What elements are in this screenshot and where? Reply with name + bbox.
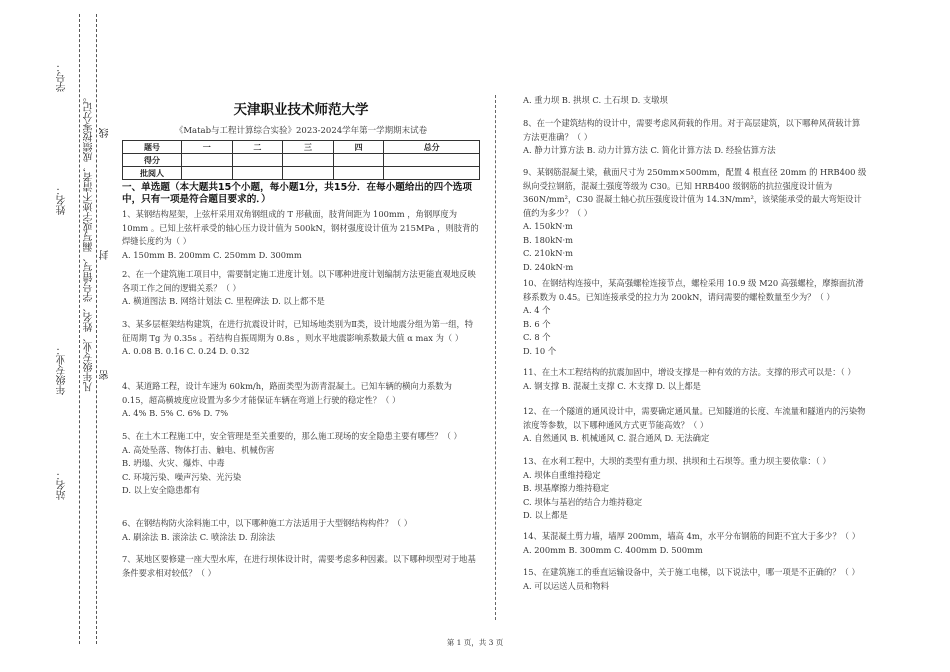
question-2: [122, 268, 480, 309]
question-14: [523, 530, 868, 557]
question-option: A. 静力计算方法 B. 动力计算方法 C. 简化计算方法 D. 经验估算方法: [523, 145, 776, 155]
score-table: [122, 140, 480, 180]
question-9: [523, 166, 868, 274]
question-option: D. 以上安全隐患都有: [122, 485, 201, 495]
question-option: A. 4% B. 5% C. 6% D. 7%: [122, 408, 229, 418]
question-option: A. 200mm B. 300mm C. 400mm D. 500mm: [523, 544, 703, 555]
name-label: 姓名：: [57, 185, 68, 215]
seal-line-dashed: [79, 14, 80, 644]
section-title: 一、单选题（本大题共15个小题，每小题1分，共15分．在每小题给出的四个选项中，只有一项是符合题目要求的．）: [122, 182, 472, 205]
score-cell: [232, 167, 283, 180]
question-option: D. 240kN·m: [523, 261, 574, 272]
class-label: 年级专业：: [57, 345, 68, 395]
score-col-header: 四: [333, 141, 384, 154]
question-option: A. 自然通风 B. 机械通风 C. 混合通风 D. 无法确定: [523, 433, 710, 443]
question-option: A. 刷涂法 B. 滚涂法 C. 喷涂法 D. 刮涂法: [122, 531, 276, 542]
question-8: [523, 117, 868, 158]
question-stem: 14、某混凝土剪力墙，墙厚 200mm，墙高 4m，水平分布钢筋的间距不宜大于多少？（ ）: [523, 531, 860, 541]
exam-subtitle: 《Matab与工程计算综合实验》2023-2024学年第一学期期末试卷: [174, 126, 428, 136]
score-col-header: 一: [182, 141, 233, 154]
question-11: [523, 366, 868, 393]
question-10: [523, 277, 868, 358]
question-option: B. 6 个: [523, 318, 551, 329]
question-13: [523, 455, 868, 523]
question-option: A. 0.08 B. 0.16 C. 0.24 D. 0.32: [122, 346, 250, 356]
question-option: D. 10 个: [523, 345, 557, 356]
question-15: [523, 566, 868, 593]
column-divider: [495, 95, 496, 620]
question-stem: 9、某钢筋混凝土梁，截面尺寸为 250mm×500mm，配置 4 根直径 20mm 的 HRB400 级纵向受拉钢筋，混凝土强度等级为 C30。已知 HRB400 级钢筋的抗拉强度设计值为 360N/mm²，C30 混凝土轴心抗压强度设计值为 14.3N/mm²，该梁能承受的最大弯矩设计值约为多少？（ ）: [523, 167, 867, 218]
question-4: [122, 380, 480, 421]
score-cell: [182, 154, 233, 167]
cut-line-dashed: [96, 14, 97, 644]
question-7: [122, 553, 480, 580]
seal-char-feng: 封: [100, 250, 111, 260]
score-cell: [283, 154, 334, 167]
score-col-header: 三: [283, 141, 334, 154]
score-row-header: 批阅人: [123, 167, 182, 180]
question-stem: 8、在一个建筑结构的设计中，需要考虑风荷载的作用。对于高层建筑，以下哪种风荷载计算方法更准确？（ ）: [523, 118, 861, 142]
question-1: [122, 208, 480, 262]
score-table-row: [123, 154, 480, 167]
question-stem: 10、在钢结构连接中，某高强螺栓连接节点，螺栓采用 10.9 级 M20 高强螺栓，摩擦面抗滑移系数为 0.45。已知连接承受的拉力为 200kN，请问需要的螺栓数量至少为？（ ）: [523, 278, 864, 302]
question-stem: 3、某多层框架结构建筑，在进行抗震设计时，已知场地类别为Ⅱ类，设计地震分组为第一组，特征周期 Tg 为 0.35s 。若结构自振周期为 0.8s ，则水平地震影响系数最大值 α max 为（ ）: [122, 319, 474, 343]
question-option: A. 可以运送人员和物料: [523, 580, 609, 591]
question-option: B. 180kN·m: [523, 234, 574, 245]
question-stem: 5、在土木工程施工中，安全管理是至关重要的，那么施工现场的安全隐患主要有哪些？（ ）: [122, 431, 462, 441]
question-stem: 13、在水利工程中，大坝的类型有重力坝、拱坝和土石坝等。重力坝主要依靠：（ ）: [523, 456, 831, 466]
question-option: B. 坍塌、火灾、爆炸、中毒: [122, 458, 225, 468]
score-cell: [182, 167, 233, 180]
question-option: A. 横道图法 B. 网络计划法 C. 里程碑法 D. 以上都不是: [122, 296, 325, 306]
question-option: A. 高处坠落、物体打击、触电、机械伤害: [122, 444, 275, 455]
question-option: C. 8 个: [523, 332, 551, 342]
student-id-label: 学号：: [57, 62, 68, 92]
question-stem: 6、在钢结构防火涂料施工中，以下哪种施工方法适用于大型钢结构构件？（ ）: [122, 518, 413, 528]
school-label: 站名：: [57, 470, 68, 500]
score-col-header: 总分: [384, 141, 480, 154]
question-option: A. 钢支撑 B. 混凝土支撑 C. 木支撑 D. 以上都是: [523, 380, 701, 391]
question-stem: 1、某钢结构屋架，上弦杆采用双角钢组成的 T 形截面，肢背间距为 100mm ，角钢厚度为 10mm 。已知上弦杆承受的轴心压力设计值为 500kN，钢材强度设计值为 215MPa ，则肢背的焊缝长度约为（ ）: [122, 209, 479, 246]
warning-text: 凡年级专业、姓名、学号错写、漏写或字迹不清者，成绩按零分记。: [84, 92, 95, 392]
exam-title: 天津职业技术师范大学: [233, 102, 369, 118]
question-stem: 4、某道路工程，设计车速为 60km/h，路面类型为沥青混凝土。已知车辆的横向力系数为 0.15，超高横坡度应设置为多少才能保证车辆在弯道上行驶的稳定性？（ ）: [122, 381, 452, 405]
question-12: [523, 405, 868, 446]
score-cell: [333, 154, 384, 167]
score-col-header: 二: [232, 141, 283, 154]
score-table-header-row: [123, 141, 480, 154]
question-stem: 2、在一个建筑施工项目中，需要制定施工进度计划。以下哪种进度计划编制方法更能直观地反映各项工作之间的逻辑关系？（ ）: [122, 269, 476, 293]
question-option: A. 坝体自重维持稳定: [523, 469, 601, 480]
score-row-header: 得分: [123, 154, 182, 167]
question-stem: 11、在土木工程结构的抗震加固中，增设支撑是一种有效的方法。支撑的形式可以是：（ ）: [523, 367, 856, 377]
seal-char-xian: 线: [100, 128, 111, 138]
question-5: [122, 430, 480, 498]
question-option: A. 重力坝 B. 拱坝 C. 土石坝 D. 支墩坝: [523, 95, 668, 105]
score-cell: [232, 154, 283, 167]
question-stem: 7、某地区要修建一座大型水库，在进行坝体设计时，需要考虑多种因素。以下哪种坝型对于地基条件要求相对较低？（ ）: [122, 554, 476, 578]
question-stem: 12、在一个隧道的通风设计中，需要确定通风量。已知隧道的长度、车流量和隧道内的污染物浓度等参数，以下哪种通风方式更节能高效？（ ）: [523, 406, 866, 430]
question-option: C. 坝体与基岩的结合力维持稳定: [523, 496, 643, 507]
score-cell: [384, 167, 480, 180]
question-option: A. 150mm B. 200mm C. 250mm D. 300mm: [122, 249, 302, 260]
question-7-options: [523, 94, 868, 108]
question-option: C. 210kN·m: [523, 248, 573, 258]
page-footer: 第 1 页，共 3 页: [446, 638, 504, 647]
question-stem: 15、在建筑施工的垂直运输设备中，关于施工电梯，以下说法中，哪一项是不正确的？（ ）: [523, 567, 860, 577]
question-3: [122, 318, 480, 359]
score-cell: [283, 167, 334, 180]
binding-strip: [0, 0, 110, 672]
seal-char-mi: 密: [100, 370, 111, 380]
score-cell: [333, 167, 384, 180]
score-col-header: 题号: [123, 141, 182, 154]
question-option: B. 坝基摩擦力维持稳定: [523, 483, 610, 493]
question-option: A. 4 个: [523, 305, 551, 315]
score-table-row: [123, 167, 480, 180]
question-option: A. 150kN·m: [523, 221, 573, 231]
score-cell: [384, 154, 480, 167]
question-option: D. 以上都是: [523, 510, 568, 520]
question-6: [122, 517, 480, 544]
question-option: C. 环境污染、噪声污染、光污染: [122, 471, 242, 482]
